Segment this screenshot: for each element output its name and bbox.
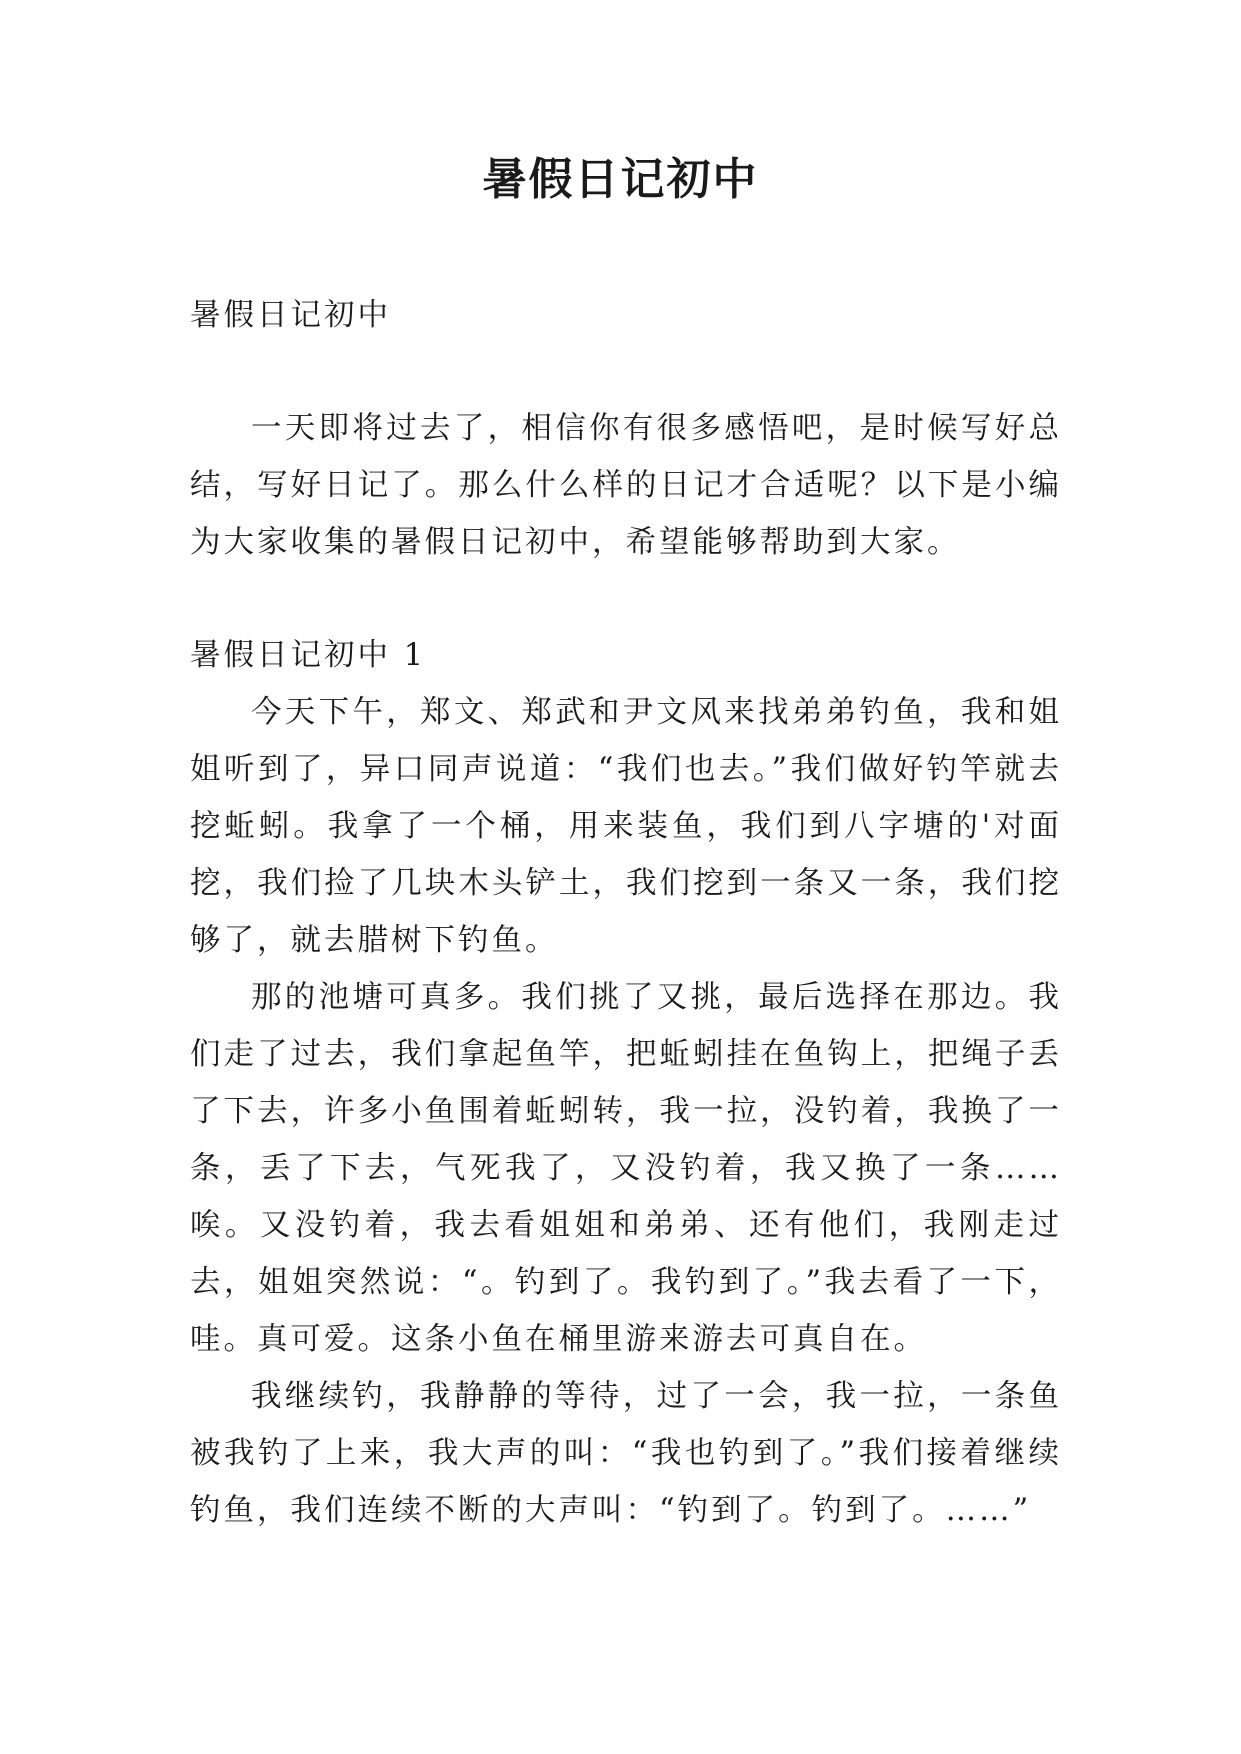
body-paragraph: 那的池塘可真多。我们挑了又挑，最后选择在那边。我们走了过去，我们拿起鱼竿，把蚯蚓挂在鱼钩上，把绳子丢了下去，许多小鱼围着蚯蚓转，我一拉，没钓着，我换了一条，丢了下去，气死我了，又没钓着，我又换了一条……唉。又没钓着，我去看姐姐和弟弟、还有他们，我刚走过去，姐姐突然说：“。钓到了。我钓到了。”我去看了一下，哇。真可爱。这条小鱼在桶里游来游去可真自在。 [190,980,1062,1357]
body-paragraph: 今天下午，郑文、郑武和尹文风来找弟弟钓鱼，我和姐姐听到了，异口同声说道：“我们也去。”我们做好钓竿就去挖蚯蚓。我拿了一个桶，用来装鱼，我们到八字塘的'对面挖，我们捡了几块木头铲土，我们挖到一条又一条，我们挖够了，就去腊树下钓鱼。 [190,695,1062,958]
body-paragraph: 我继续钓，我静静的等待，过了一会，我一拉，一条鱼被我钓了上来，我大声的叫：“我也钓到了。”我们接着继续钓鱼，我们连续不断的大声叫：“钓到了。钓到了。……” [190,1379,1062,1528]
intro-paragraph: 一天即将过去了，相信你有很多感悟吧，是时候写好总结，写好日记了。那么什么样的日记才合适呢？以下是小编为大家收集的暑假日记初中，希望能够帮助到大家。 [190,411,1062,560]
document-subtitle: 暑假日记初中 [190,298,391,333]
document-title: 暑假日记初中 [482,154,759,205]
document-body [190,287,1062,1539]
section-heading: 暑假日记初中 1 [190,638,427,673]
